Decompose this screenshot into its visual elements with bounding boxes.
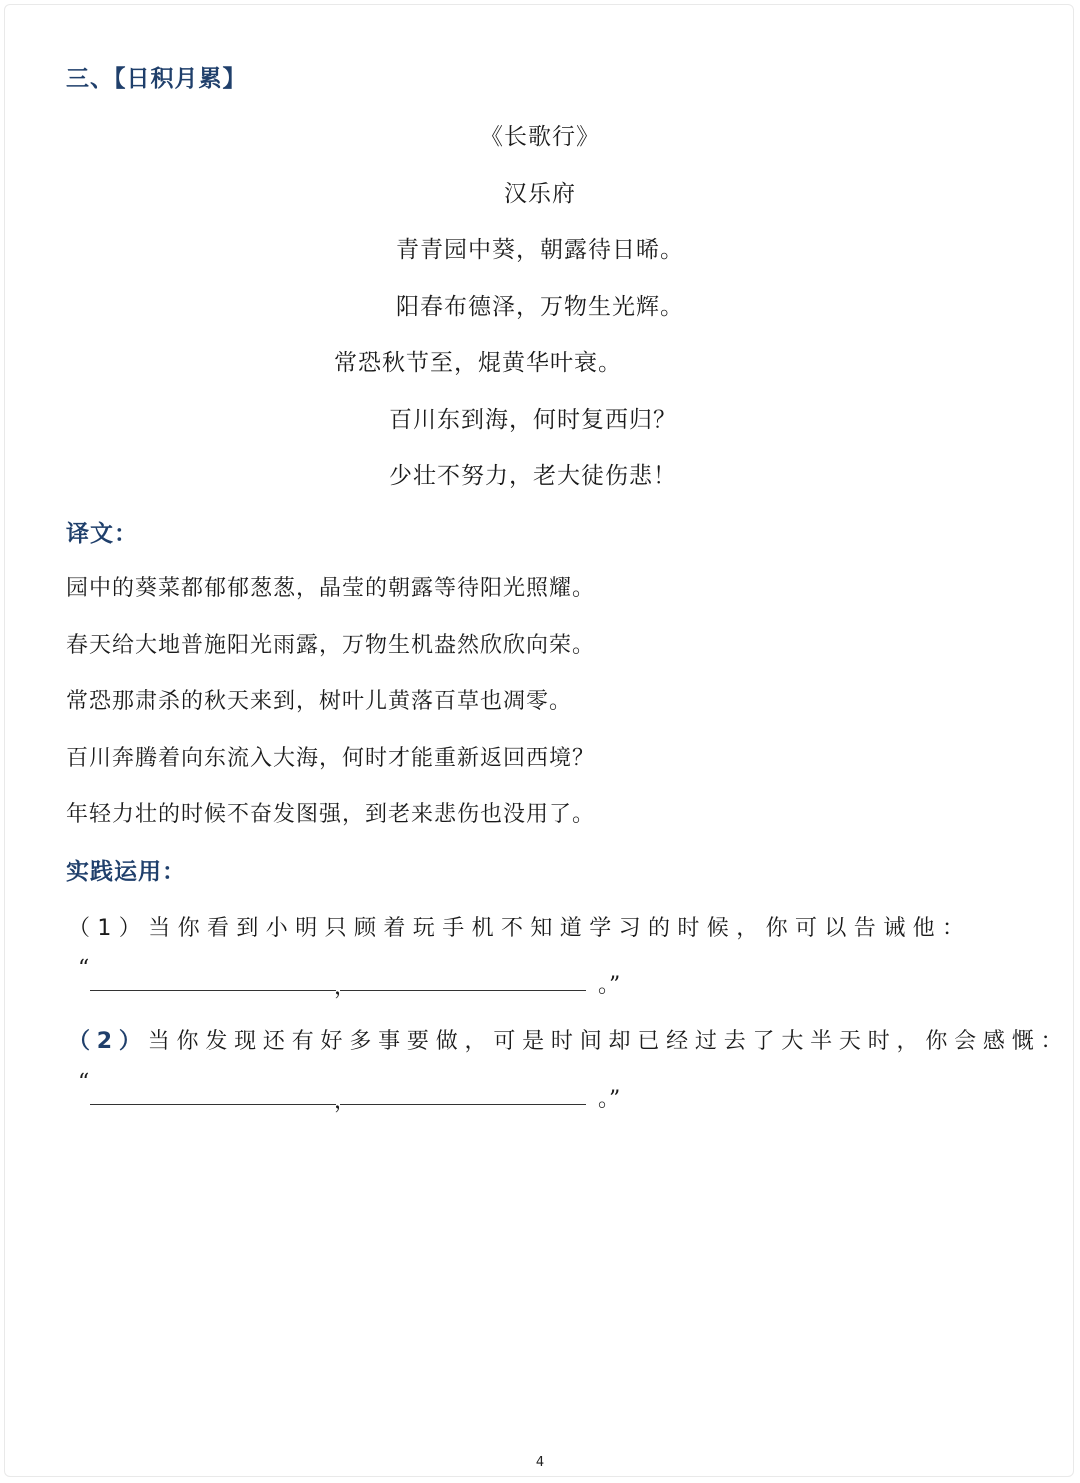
translation-line: 园中的葵菜都郁郁葱葱，晶莹的朝露等待阳光照耀。 [66,576,596,601]
answer-blank-2 [78,1070,658,1116]
poem-line: 常恐秋节至，焜黄华叶衰。 [334,350,622,376]
poem-author: 汉乐府 [504,181,576,207]
translation-line: 常恐那肃杀的秋天来到，树叶儿黄落百草也凋零。 [66,689,573,714]
question-text: 当你看到小明只顾着玩手机不知道学习的时候，你可以告诫他： [148,916,972,941]
answer-blank-1 [78,956,658,1002]
poem-title: 《长歌行》 [480,124,600,150]
question-number: （2） [68,1029,148,1054]
translation-line: 百川奔腾着向东流入大海，何时才能重新返回西境？ [66,746,596,771]
close-quote: 。” [598,973,621,998]
open-quote: “ [78,1070,90,1095]
translation-line: 年轻力壮的时候不奋发图强，到老来悲伤也没用了。 [66,802,596,827]
translation-line: 春天给大地普施阳光雨露，万物生机盎然欣欣向荣。 [66,633,596,658]
question-number: （1） [68,916,149,941]
practice-heading: 实践运用： [66,859,186,885]
comma: ， [334,975,357,1000]
question-2 [68,1024,1070,1055]
poem-line: 少壮不努力，老大徒伤悲！ [389,463,677,489]
poem-line: 百川东到海，何时复西归？ [389,407,677,433]
comma: ， [334,1089,357,1114]
poem-line: 阳春布德泽，万物生光辉。 [396,294,684,320]
question-text: 当你发现还有好多事要做，可是时间却已经过去了大半天时，你会感慨： [147,1029,1070,1054]
close-quote: 。” [598,1087,621,1112]
translation-heading: 译文： [66,521,138,547]
answer-line[interactable] [90,990,336,991]
open-quote: “ [78,956,90,981]
answer-line[interactable] [340,1104,586,1105]
section-heading: 三、【日积月累】 [66,66,247,92]
question-1 [68,911,1008,942]
page-number: 4 [535,1455,545,1470]
answer-line[interactable] [90,1104,336,1105]
poem-line: 青青园中葵，朝露待日晞。 [396,237,684,263]
answer-line[interactable] [340,990,586,991]
